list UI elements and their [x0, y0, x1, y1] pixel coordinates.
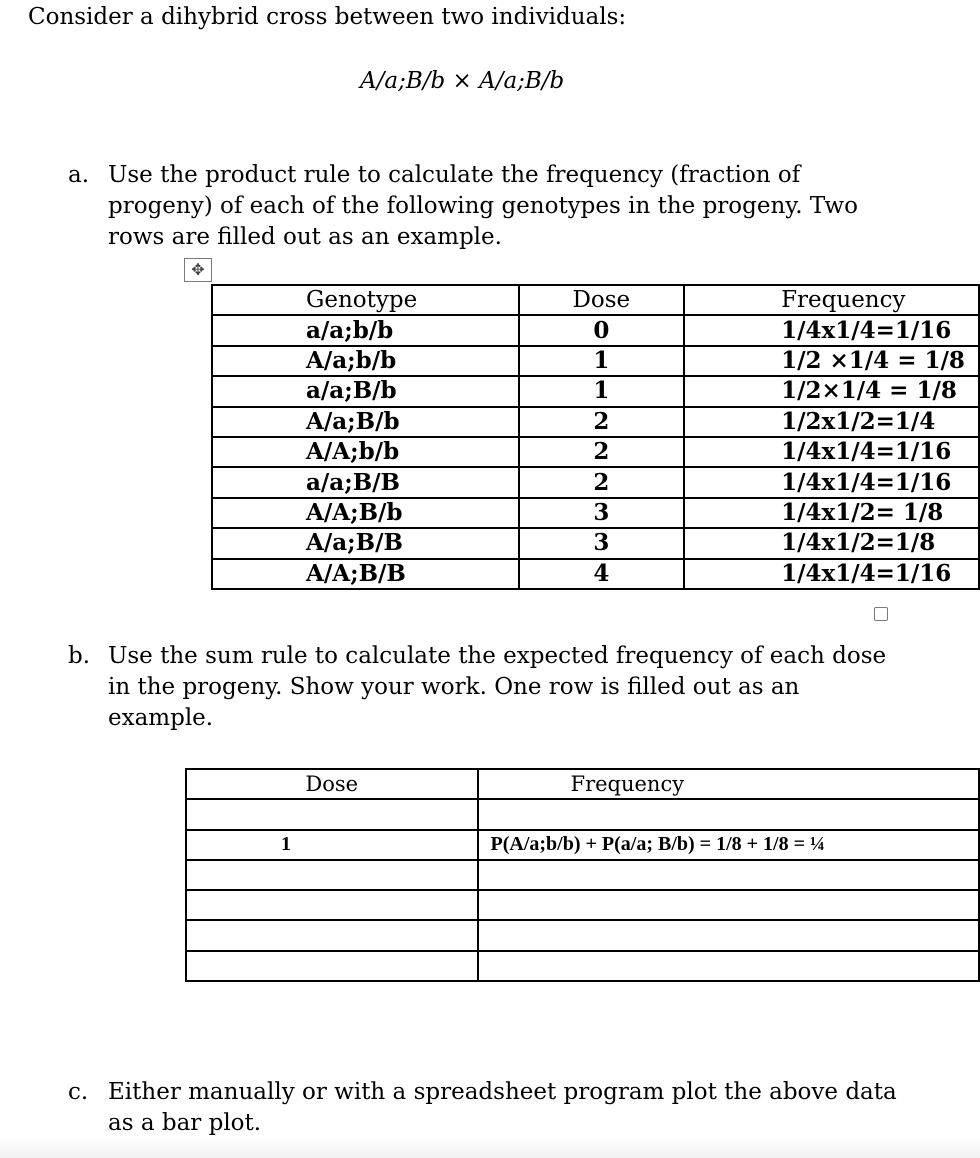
dose-cell[interactable]: 1 — [186, 830, 478, 860]
header-dose: Dose — [186, 769, 478, 799]
table-header-row — [212, 285, 979, 315]
table-row — [212, 407, 979, 437]
header-genotype: Genotype — [212, 285, 519, 315]
question-b-letter: b. — [68, 643, 91, 669]
genotype-cell[interactable]: A/A;B/B — [212, 559, 519, 589]
table-row — [212, 315, 979, 345]
table-row — [212, 498, 979, 528]
dose-cell[interactable] — [186, 860, 478, 890]
table-row — [212, 346, 979, 376]
frequency-cell[interactable]: 1/2 ×1/4 = 1/8 — [684, 346, 979, 376]
cross-notation: A/a;B/b × A/a;B/b — [360, 68, 565, 94]
table-row — [186, 951, 979, 981]
frequency-cell[interactable] — [478, 920, 980, 950]
genotype-cell[interactable]: a/a;B/B — [212, 467, 519, 497]
genotype-cell[interactable]: A/A;B/b — [212, 498, 519, 528]
frequency-cell[interactable]: P(A/a;b/b) + P(a/a; B/b) = 1/8 + 1/8 = ¼ — [478, 830, 980, 860]
table-row — [212, 437, 979, 467]
dose-frequency-table — [185, 768, 980, 982]
genotype-cell[interactable]: A/a;b/b — [212, 346, 519, 376]
table-row — [186, 799, 979, 829]
frequency-cell[interactable]: 1/4x1/2=1/8 — [684, 528, 979, 558]
dose-cell[interactable]: 4 — [519, 559, 685, 589]
page-bottom-shadow — [0, 1138, 980, 1158]
genotype-cell[interactable]: a/a;b/b — [212, 315, 519, 345]
frequency-cell[interactable] — [478, 951, 980, 981]
header-frequency: Frequency — [478, 769, 980, 799]
table-row — [212, 528, 979, 558]
dose-cell[interactable]: 1 — [519, 376, 685, 406]
table-row — [212, 376, 979, 406]
table-row — [186, 890, 979, 920]
intro-text: Consider a dihybrid cross between two individuals: — [28, 4, 627, 30]
question-c-letter: c. — [68, 1079, 89, 1105]
dose-cell[interactable]: 1 — [519, 346, 685, 376]
dose-cell[interactable]: 2 — [519, 407, 685, 437]
frequency-cell[interactable]: 1/4x1/4=1/16 — [684, 437, 979, 467]
dose-cell[interactable] — [186, 890, 478, 920]
table-move-icon[interactable]: ✥ — [184, 258, 212, 282]
table-header-row — [186, 769, 979, 799]
table-resize-handle[interactable] — [874, 607, 888, 621]
genotype-cell[interactable]: A/A;b/b — [212, 437, 519, 467]
dose-cell[interactable]: 3 — [519, 498, 685, 528]
table-row — [186, 830, 979, 860]
genotype-table — [211, 284, 980, 590]
dose-cell[interactable] — [186, 799, 478, 829]
dose-cell[interactable] — [186, 951, 478, 981]
dose-cell[interactable]: 2 — [519, 437, 685, 467]
genotype-cell[interactable]: A/a;B/b — [212, 407, 519, 437]
table-row — [186, 920, 979, 950]
frequency-cell[interactable]: 1/4x1/4=1/16 — [684, 315, 979, 345]
header-frequency: Frequency — [684, 285, 979, 315]
frequency-cell[interactable]: 1/4x1/4=1/16 — [684, 467, 979, 497]
dose-cell[interactable] — [186, 920, 478, 950]
frequency-cell[interactable] — [478, 799, 980, 829]
frequency-cell[interactable] — [478, 890, 980, 920]
table-row — [212, 559, 979, 589]
dose-cell[interactable]: 3 — [519, 528, 685, 558]
question-b-text: Use the sum rule to calculate the expected frequency of each dose in the progeny. Show your work. One row is filled out as an example. — [108, 643, 887, 731]
dose-cell[interactable]: 0 — [519, 315, 685, 345]
genotype-cell[interactable]: A/a;B/B — [212, 528, 519, 558]
frequency-cell[interactable]: 1/2×1/4 = 1/8 — [684, 376, 979, 406]
table-row — [186, 860, 979, 890]
frequency-cell[interactable]: 1/4x1/4=1/16 — [684, 559, 979, 589]
genotype-cell[interactable]: a/a;B/b — [212, 376, 519, 406]
table-row — [212, 467, 979, 497]
frequency-cell[interactable]: 1/4x1/2= 1/8 — [684, 498, 979, 528]
frequency-cell[interactable] — [478, 860, 980, 890]
question-c-text: Either manually or with a spreadsheet program plot the above data as a bar plot. — [108, 1079, 897, 1136]
question-a-letter: a. — [68, 162, 90, 188]
header-dose: Dose — [519, 285, 685, 315]
frequency-cell[interactable]: 1/2x1/2=1/4 — [684, 407, 979, 437]
dose-cell[interactable]: 2 — [519, 467, 685, 497]
question-a-text: Use the product rule to calculate the frequency (fraction of progeny) of each of the following genotypes in the progeny. Two rows are filled out as an example. — [108, 162, 858, 250]
